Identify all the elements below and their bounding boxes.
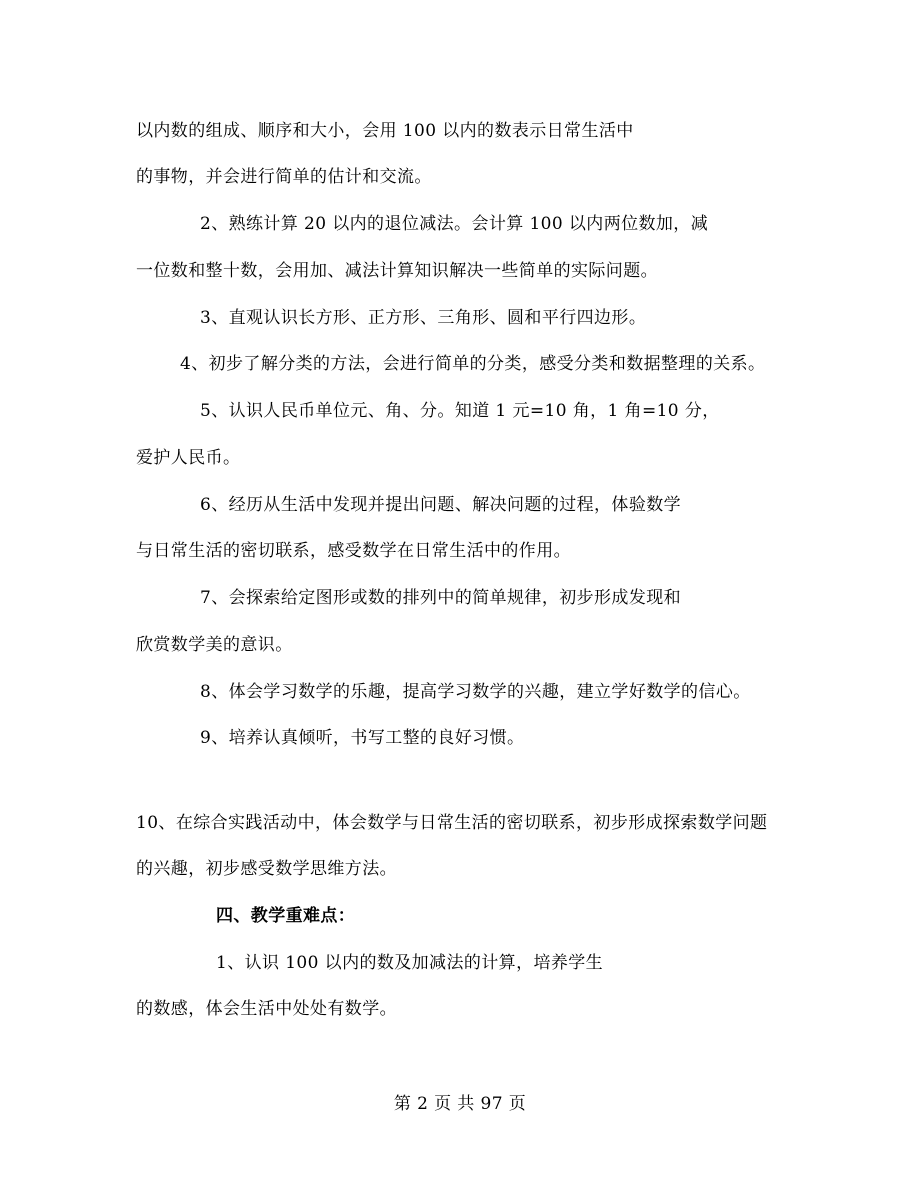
paragraph-line: 2、熟练计算 20 以内的退位减法。会计算 100 以内两位数加，减 xyxy=(200,214,709,234)
paragraph-line: 6、经历从生活中发现并提出问题、解决问题的过程，体验数学 xyxy=(200,495,682,515)
paragraph-line: 7、会探索给定图形或数的排列中的简单规律，初步形成发现和 xyxy=(200,588,682,608)
paragraph-line: 爱护人民币。 xyxy=(136,448,241,468)
paragraph-line: 的兴趣，初步感受数学思维方法。 xyxy=(136,859,397,879)
paragraph-line: 与日常生活的密切联系，感受数学在日常生活中的作用。 xyxy=(136,541,571,561)
page-number: 第 2 页 共 97 页 xyxy=(393,1094,527,1114)
paragraph-line: 的事物，并会进行简单的估计和交流。 xyxy=(136,167,432,187)
paragraph-line: 10、在综合实践活动中，体会数学与日常生活的密切联系，初步形成探索数学问题 xyxy=(136,813,768,833)
paragraph-line: 欣赏数学美的意识。 xyxy=(136,635,293,655)
paragraph-line: 一位数和整十数，会用加、减法计算知识解决一些简单的实际问题。 xyxy=(136,261,658,281)
paragraph-line: 9、培养认真倾听，书写工整的良好习惯。 xyxy=(200,728,525,748)
paragraph-line: 4、初步了解分类的方法，会进行简单的分类，感受分类和数据整理的关系。 xyxy=(180,354,766,374)
paragraph-line: 1、认识 100 以内的数及加减法的计算，培养学生 xyxy=(216,953,604,973)
paragraph-line: 以内数的组成、顺序和大小，会用 100 以内的数表示日常生活中 xyxy=(136,121,634,141)
paragraph-line: 的数感，体会生活中处处有数学。 xyxy=(136,999,397,1019)
paragraph-line: 5、认识人民币单位元、角、分。知道 1 元=10 角，1 角=10 分， xyxy=(200,401,720,421)
paragraph-line: 8、体会学习数学的乐趣，提高学习数学的兴趣，建立学好数学的信心。 xyxy=(200,682,751,702)
paragraph-line: 3、直观认识长方形、正方形、三角形、圆和平行四边形。 xyxy=(200,308,647,328)
section-heading: 四、教学重难点： xyxy=(216,906,356,926)
